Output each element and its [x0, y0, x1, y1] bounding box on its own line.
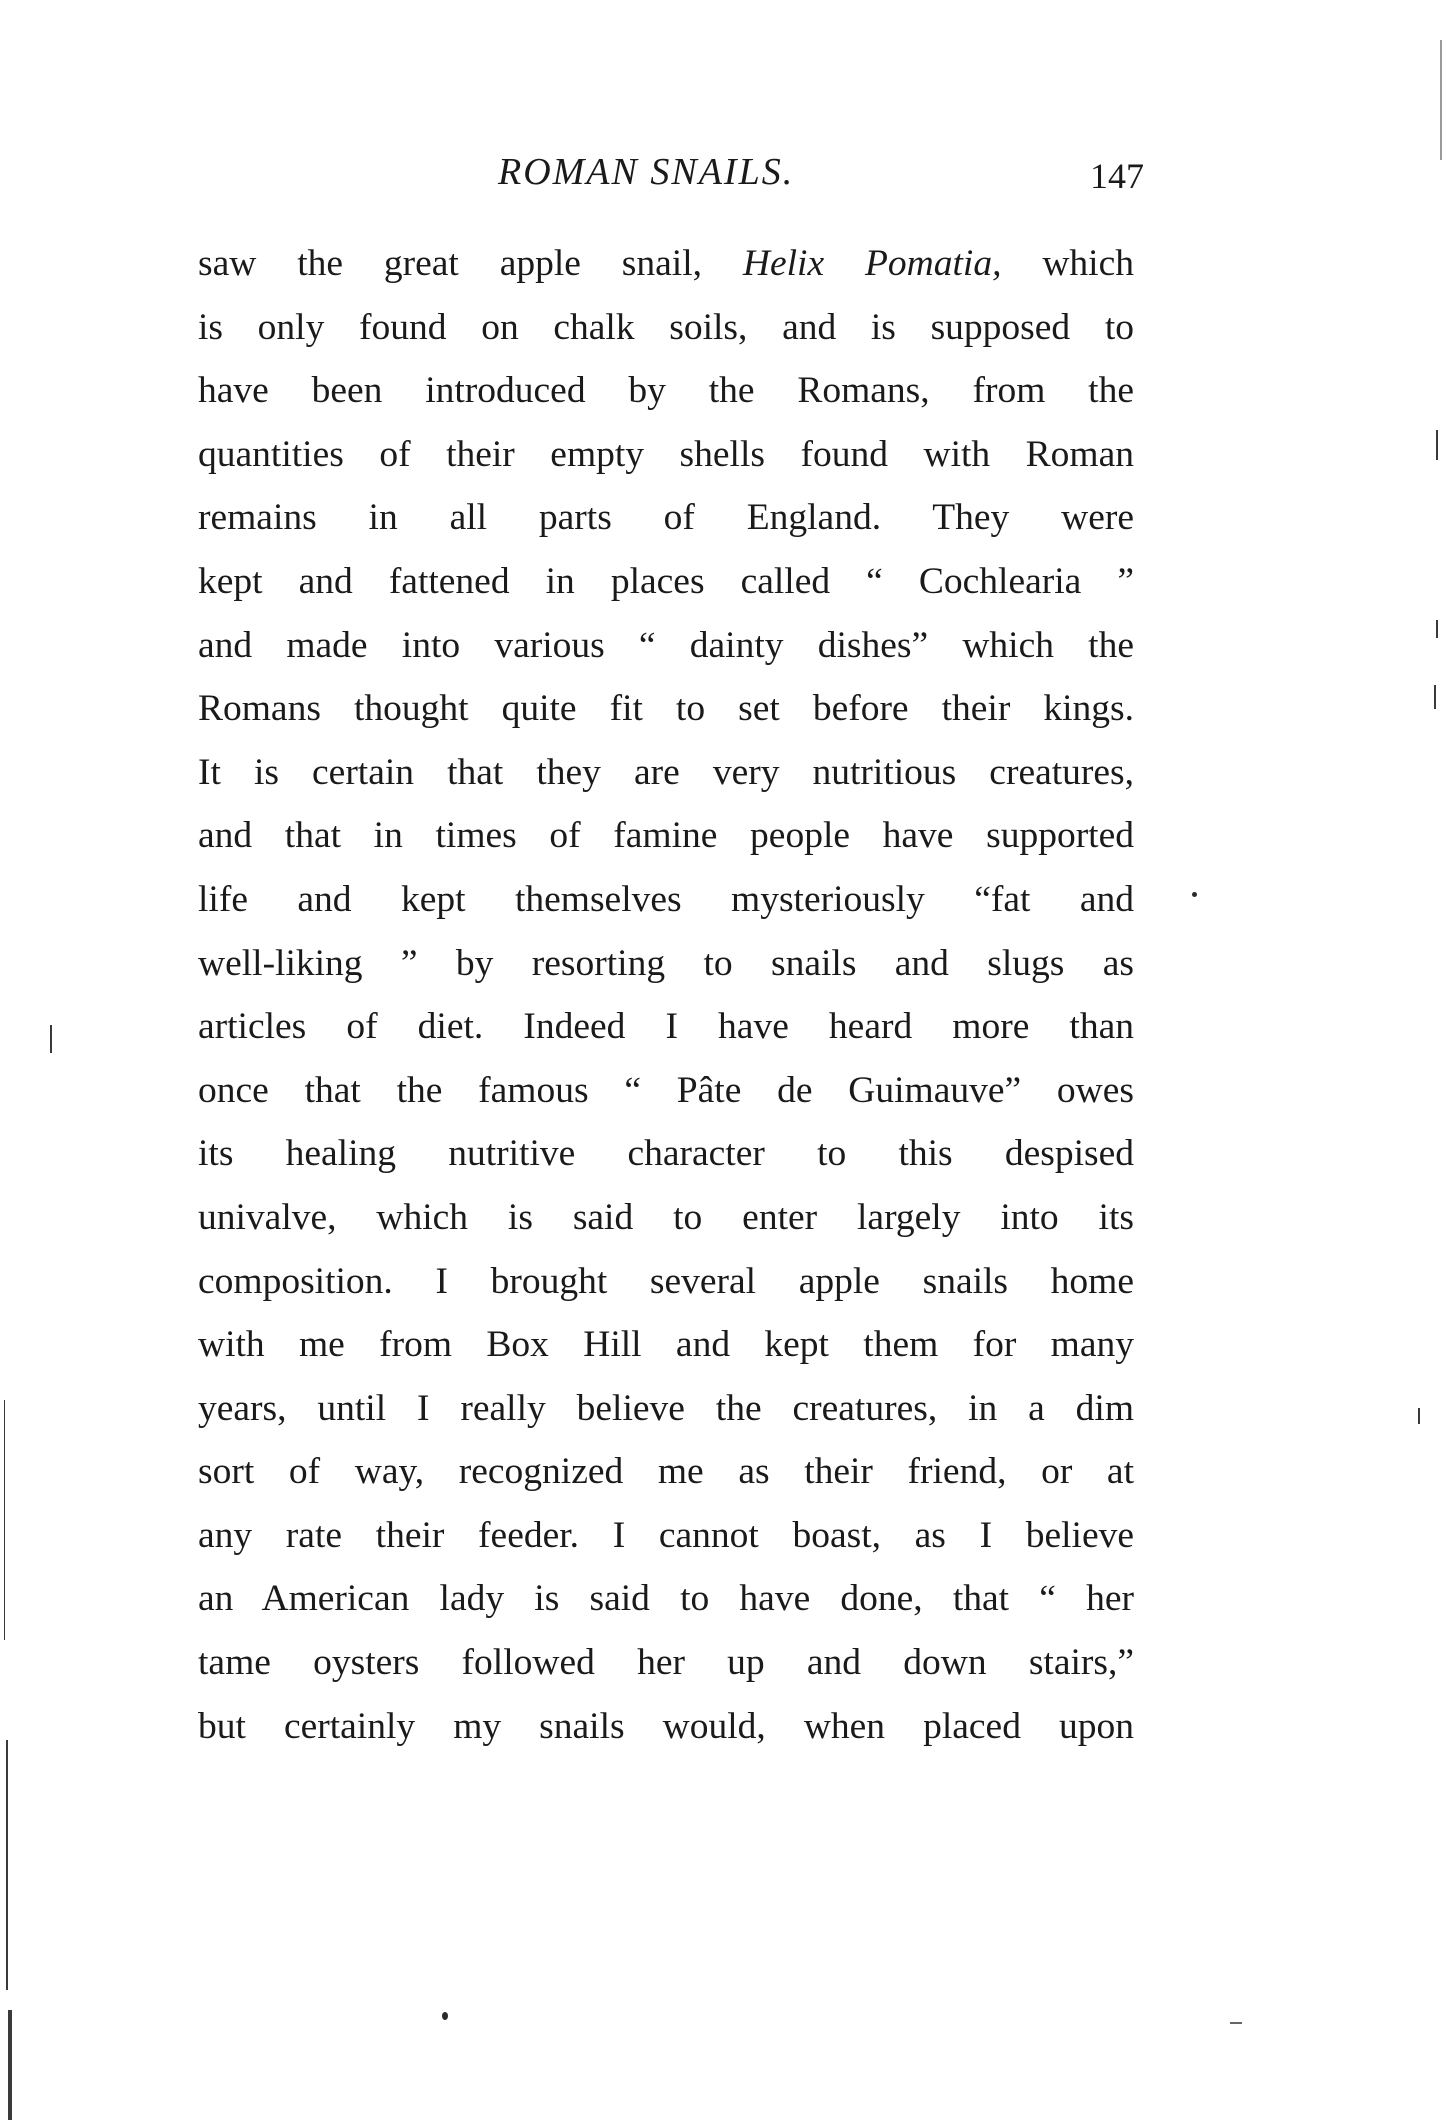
text-line: and that in times of famine people have supported: [198, 815, 1134, 857]
italic-species-name: Helix Pomatia,: [742, 243, 1002, 284]
text-line: years, until I really believe the creatures, in a dim: [198, 1387, 1134, 1429]
scan-artifact-gutter-line: [8, 2010, 12, 2120]
scan-artifact-tick: [50, 1025, 52, 1053]
text-line: It is certain that they are very nutritious creatures,: [198, 751, 1134, 793]
text-line: with me from Box Hill and kept them for many: [198, 1324, 1134, 1366]
scan-artifact-gutter-line: [4, 1400, 5, 1640]
text-line: have been introduced by the Romans, from the: [198, 370, 1134, 412]
text-line: life and kept themselves mysteriously “fat and: [198, 878, 1134, 920]
scan-artifact-speck: [442, 2012, 448, 2020]
text-line: any rate their feeder. I cannot boast, as I believe: [198, 1514, 1134, 1556]
text-line: Romans thought quite fit to set before their kings.: [198, 688, 1134, 730]
running-head: [0, 142, 1452, 202]
body-text: [198, 232, 1134, 1758]
scan-artifact-tick: [1436, 430, 1438, 460]
scan-artifact-tick: [1434, 685, 1436, 709]
text-line: but certainly my snails would, when placed upon: [198, 1705, 1134, 1747]
text-line: its healing nutritive character to this despised: [198, 1133, 1134, 1175]
text-line: well-liking ” by resorting to snails and slugs as: [198, 942, 1134, 984]
text-line: quantities of their empty shells found with Roman: [198, 433, 1134, 475]
text-line: remains in all parts of England. They were: [198, 497, 1134, 539]
scan-artifact-tick: [1436, 620, 1438, 638]
scan-artifact-dash: [1230, 2022, 1242, 2024]
text-line: saw the great apple snail, Helix Pomatia, which: [198, 243, 1134, 284]
text-line: once that the famous “ Pâte de Guimauve” owes: [198, 1069, 1134, 1111]
scan-artifact-tick: [1418, 1408, 1420, 1424]
scan-artifact-gutter-line: [6, 1740, 8, 1990]
text-line: tame oysters followed her up and down stairs,”: [198, 1642, 1134, 1684]
text-line: an American lady is said to have done, that “ her: [198, 1578, 1134, 1620]
text-line: articles of diet. Indeed I have heard more than: [198, 1006, 1134, 1048]
text-line: sort of way, recognized me as their friend, or at: [198, 1451, 1134, 1493]
running-title: ROMAN SNAILS.: [498, 151, 795, 193]
page-number: 147: [1090, 156, 1144, 196]
text-line: univalve, which is said to enter largely into its: [198, 1196, 1134, 1238]
scan-artifact-tick: [1440, 40, 1442, 160]
text-line: is only found on chalk soils, and is supposed to: [198, 306, 1134, 348]
scan-artifact-speck: [1192, 892, 1197, 897]
text-line: and made into various “ dainty dishes” which the: [198, 624, 1134, 666]
text-line: kept and fattened in places called “ Cochlearia ”: [198, 560, 1134, 602]
text-line: composition. I brought several apple snails home: [198, 1260, 1134, 1302]
